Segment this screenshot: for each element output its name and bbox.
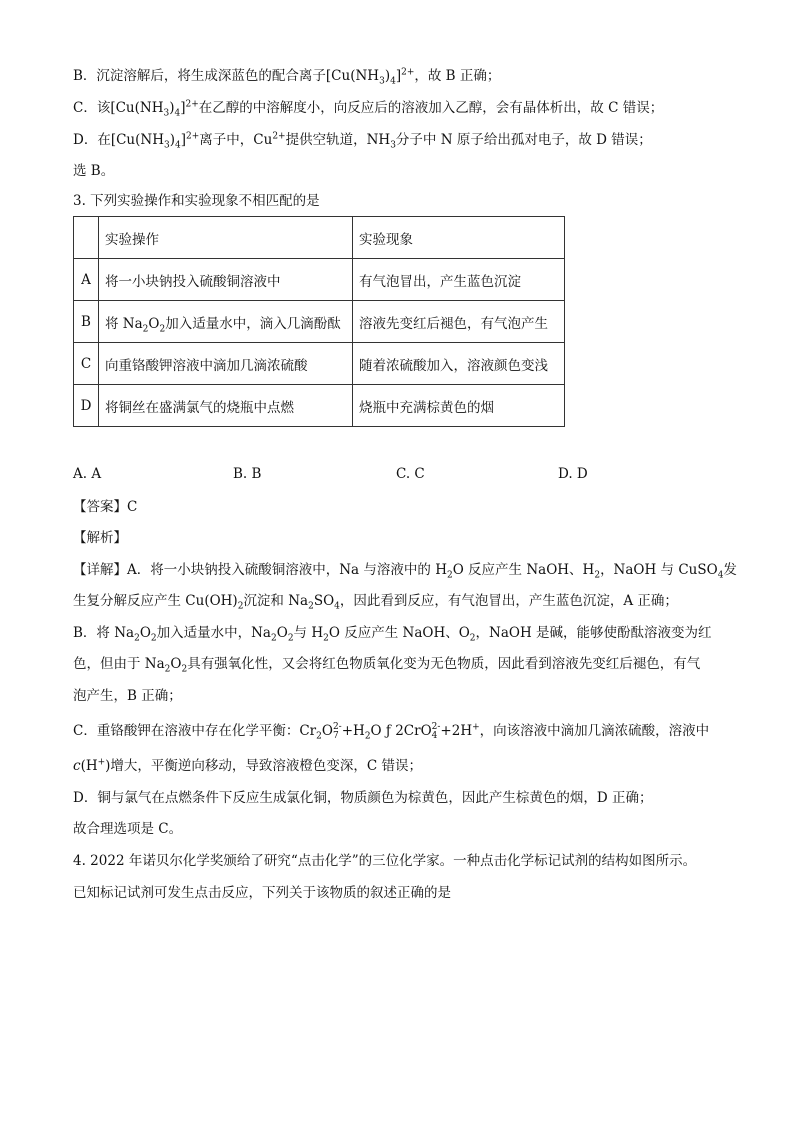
row-operation: 将一小块钠投入硫酸铜溶液中: [99, 259, 353, 301]
analysis-heading: 【解析】: [73, 530, 127, 546]
detail-line-7: c(H+)增大，平衡逆向移动，导致溶液橙色变深，C 错误；: [73, 757, 423, 774]
row-operation: 将 $Na_2O_2$加入适量水中，滴入几滴酚酞: [99, 301, 353, 343]
table-row: [74, 343, 565, 385]
solution-b-line: B．沉淀溶解后，将生成深蓝色的配合离子$[Cu(NH_3)_4]^{2+}$，故 B 正确；: [73, 67, 501, 87]
experiment-table: [73, 216, 565, 427]
table-header-row: [74, 217, 565, 259]
table-header-phenomenon: 实验现象: [353, 217, 565, 259]
row-key: D: [74, 385, 99, 427]
option-c: C. C: [396, 466, 425, 482]
detail-line-3: B．将 $Na_2O_2$加入适量水中，$Na_2O_2$与 $H_2O$ 反应产生 NaOH、$O_2$，NaOH 是碱，能够使酚酞溶液变为红: [73, 625, 712, 644]
detail-line-4: 色，但由于 $Na_2O_2$具有强氧化性，又会将红色物质氧化变为无色物质，因此看到溶液先变红后褪色，有气: [73, 656, 701, 675]
row-operation: 向重铬酸钾溶液中滴加几滴浓硫酸: [99, 343, 353, 385]
row-phenomenon: 溶液先变红后褪色，有气泡产生: [353, 301, 565, 343]
row-phenomenon: 烧瓶中充满棕黄色的烟: [353, 385, 565, 427]
table-row: [74, 259, 565, 301]
row-key: C: [74, 343, 99, 385]
solution-d-line: D．在$[Cu(NH_3)_4]^{2+}$离子中，$Cu^{2+}$提供空轨道，$NH_3$分子中 N 原子给出孤对电子，故 D 错误；: [73, 131, 652, 151]
question-4-line-2: 已知标记试剂可发生点击反应，下列关于该物质的叙述正确的是: [73, 885, 451, 901]
row-key: A: [74, 259, 99, 301]
table-row: [74, 385, 565, 427]
detail-line-1: 【详解】A．将一小块钠投入硫酸铜溶液中，Na 与溶液中的 $H_2O$ 反应产生 NaOH、$H_2$，NaOH 与 CuSO$_4$发: [73, 562, 737, 581]
question-4-line-1: 4. 2022 年诺贝尔化学奖颁给了研究“点击化学”的三位化学家。一种点击化学标记试剂的结构如图所示。: [73, 853, 697, 869]
detail-line-6-equilibrium: C．重铬酸钾在溶液中存在化学平衡：$Cr_2O$ 2- 7 $+H_2O$ ƒ 2CrO 2- 4 +2H+，向该溶液中滴加几滴浓硫酸，溶液中: [73, 721, 710, 742]
detail-line-8: D．铜与氯气在点燃条件下反应生成氯化铜，物质颜色为棕黄色，因此产生棕黄色的烟，D 正确；: [73, 790, 653, 806]
table-row: [74, 301, 565, 343]
row-phenomenon: 有气泡冒出，产生蓝色沉淀: [353, 259, 565, 301]
row-operation: 将铜丝在盛满氯气的烧瓶中点燃: [99, 385, 353, 427]
question-3-stem: 3. 下列实验操作和实验现象不相匹配的是: [73, 193, 320, 209]
row-phenomenon: 随着浓硫酸加入，溶液颜色变浅: [353, 343, 565, 385]
table-header-key: [74, 217, 99, 259]
detail-line-9: 故合理选项是 C。: [73, 821, 183, 837]
row-key: B: [74, 301, 99, 343]
detail-line-2: 生复分解反应产生 $Cu(OH)_2$沉淀和 $Na_2SO_4$，因此看到反应，有气泡冒出，产生蓝色沉淀，A 正确；: [73, 593, 678, 612]
solution-c-line: C．该$[Cu(NH_3)_4]^{2+}$在乙醇的中溶解度小，向反应后的溶液加入乙醇，会有晶体析出，故 C 错误；: [73, 99, 664, 119]
option-a: A. A: [73, 466, 102, 482]
answer-line: 【答案】C: [73, 499, 138, 515]
option-d: D. D: [558, 466, 588, 482]
solution-choice: 选 B。: [73, 163, 115, 179]
option-b: B. B: [233, 466, 262, 482]
table-header-operation: 实验操作: [99, 217, 353, 259]
detail-line-5: 泡产生，B 正确；: [73, 688, 182, 704]
